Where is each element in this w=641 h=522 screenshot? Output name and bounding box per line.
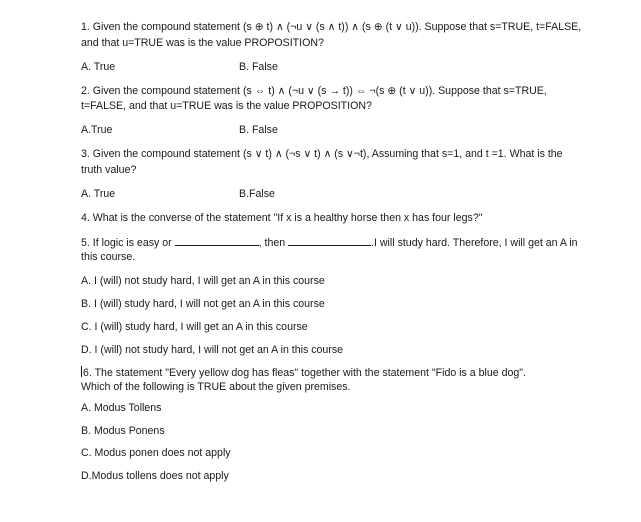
q4-text: 4. What is the converse of the statement "If x is a healthy horse then x has four legs?" — [81, 212, 483, 224]
q2-option-a: A.True — [81, 124, 113, 136]
q5-option-c: C. I (will) study hard, I will get an A in this course — [81, 321, 308, 333]
q5-text-line1 — [81, 235, 578, 251]
q6-text-line1-content: 6. The statement "Every yellow dog has fleas" together with the statement "Fido is a blue dog". — [83, 367, 526, 379]
q6-text-line1 — [81, 366, 526, 381]
q3-option-b: B.False — [239, 188, 275, 200]
q5-blank-1[interactable] — [175, 235, 259, 246]
q3-option-a: A. True — [81, 188, 116, 200]
q6-option-a: A. Modus Tollens — [81, 402, 162, 414]
q1-option-a: A. True — [81, 61, 116, 73]
q5-text-part2: , then — [258, 237, 289, 249]
q5-option-b: B. I (will) study hard, I will not get an A in this course — [81, 298, 325, 310]
q1-option-b: B. False — [239, 61, 278, 73]
q6-option-d: D.Modus tollens does not apply — [81, 470, 229, 482]
q5-text-line2: this course. — [81, 251, 136, 263]
q1-text-line2: and that u=TRUE was is the value PROPOSITION? — [81, 37, 324, 49]
q2-option-b: B. False — [239, 124, 278, 136]
q6-option-b: B. Modus Ponens — [81, 425, 165, 437]
q3-options — [81, 187, 275, 202]
q5-option-a: A. I (will) not study hard, I will get an A in this course — [81, 275, 325, 287]
q6-option-c: C. Modus ponen does not apply — [81, 447, 231, 459]
q5-blank-2[interactable] — [288, 235, 371, 246]
q1-text-line1: 1. Given the compound statement (s ⊕ t) ∧ (¬u ∨ (s ∧ t)) ∧ (s ⊕ (t ∨ u)). Suppose that s=TRUE, t=FALSE, — [81, 21, 582, 33]
q3-text-line1: 3. Given the compound statement (s ∨ t) ∧ (¬s ∨ t) ∧ (s ∨¬t), Assuming that s=1, and t =1. What is the — [81, 148, 563, 160]
q5-text-part3: .I will study hard. Therefore, I will get an A in — [371, 237, 578, 249]
q2-options — [81, 123, 278, 138]
q6-text-line2: Which of the following is TRUE about the given premises. — [81, 381, 351, 393]
q2-text-line2: t=FALSE, and that u=TRUE was is the value PROPOSITION? — [81, 100, 372, 112]
q5-text-part1: 5. If logic is easy or — [81, 237, 175, 249]
q3-text-line2: truth value? — [81, 164, 137, 176]
q1-options — [81, 60, 278, 75]
text-cursor — [81, 366, 82, 377]
q5-option-d: D. I (will) not study hard, I will not get an A in this course — [81, 344, 344, 356]
q2-text-line1: 2. Given the compound statement (s ⇔ t) ∧ (¬u ∨ (s → t)) ⇔ ¬(s ⊕ (t ∨ u)). Suppose that s=TRUE, — [81, 85, 547, 97]
